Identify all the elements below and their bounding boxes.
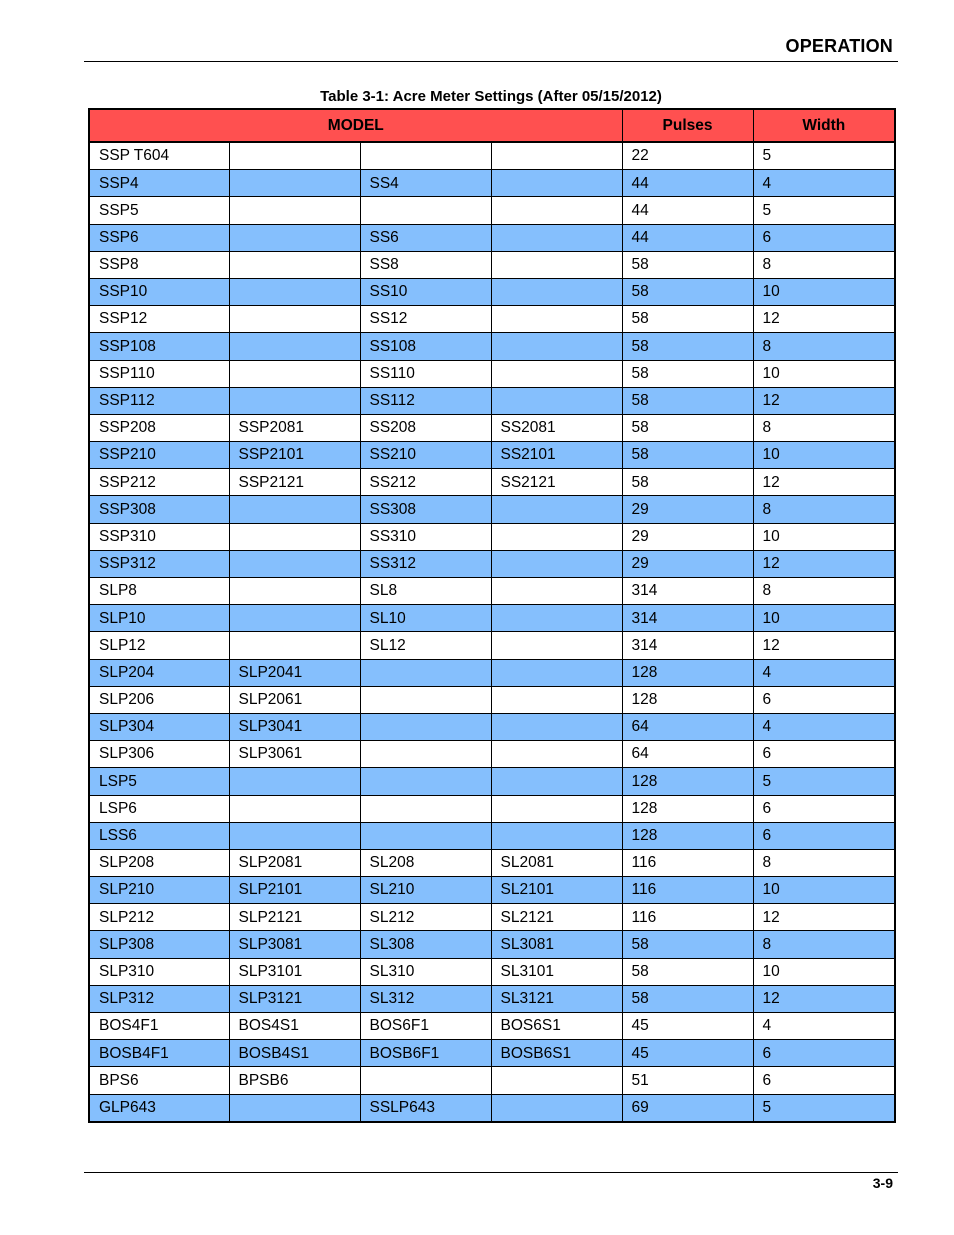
table-row: [89, 822, 895, 849]
cell-model-4: [491, 822, 622, 849]
table-row: [89, 578, 895, 605]
cell-model-1: SLP212: [89, 904, 229, 931]
table-body: [89, 142, 895, 1122]
cell-model-2: [229, 578, 360, 605]
cell-model-3: [360, 142, 491, 170]
cell-width: 4: [753, 170, 895, 197]
cell-width: 6: [753, 686, 895, 713]
cell-pulses: 58: [622, 985, 753, 1012]
cell-model-1: SSP8: [89, 251, 229, 278]
cell-model-3: SL308: [360, 931, 491, 958]
cell-model-2: SLP3081: [229, 931, 360, 958]
cell-model-3: SS312: [360, 550, 491, 577]
cell-pulses: 44: [622, 170, 753, 197]
cell-width: 6: [753, 822, 895, 849]
cell-model-2: [229, 333, 360, 360]
cell-pulses: 29: [622, 550, 753, 577]
cell-width: 6: [753, 795, 895, 822]
cell-model-1: SSP6: [89, 224, 229, 251]
cell-model-2: [229, 278, 360, 305]
cell-pulses: 58: [622, 306, 753, 333]
cell-model-4: SL2101: [491, 877, 622, 904]
page-number: 3-9: [872, 1175, 893, 1191]
table-row: [89, 958, 895, 985]
cell-model-4: SL2121: [491, 904, 622, 931]
cell-model-3: [360, 197, 491, 224]
cell-pulses: 58: [622, 931, 753, 958]
cell-model-3: SS12: [360, 306, 491, 333]
cell-model-3: [360, 795, 491, 822]
cell-model-3: SS10: [360, 278, 491, 305]
table-row: [89, 605, 895, 632]
cell-pulses: 45: [622, 1013, 753, 1040]
cell-model-2: [229, 197, 360, 224]
cell-model-3: [360, 741, 491, 768]
cell-model-4: [491, 686, 622, 713]
cell-model-3: SL8: [360, 578, 491, 605]
cell-model-1: SSP210: [89, 442, 229, 469]
cell-model-4: [491, 605, 622, 632]
cell-pulses: 116: [622, 849, 753, 876]
cell-model-2: SLP2101: [229, 877, 360, 904]
cell-width: 12: [753, 306, 895, 333]
cell-model-2: BPSB6: [229, 1067, 360, 1094]
cell-model-1: GLP643: [89, 1094, 229, 1122]
cell-width: 8: [753, 578, 895, 605]
cell-width: 10: [753, 523, 895, 550]
cell-width: 8: [753, 849, 895, 876]
cell-width: 8: [753, 333, 895, 360]
cell-model-4: [491, 550, 622, 577]
cell-model-3: [360, 713, 491, 740]
cell-model-3: BOS6F1: [360, 1013, 491, 1040]
cell-model-2: SSP2121: [229, 469, 360, 496]
cell-model-4: [491, 632, 622, 659]
table-row: [89, 442, 895, 469]
table-row: [89, 170, 895, 197]
cell-model-1: SSP110: [89, 360, 229, 387]
table-row: [89, 713, 895, 740]
cell-model-4: SL3121: [491, 985, 622, 1012]
cell-model-2: SLP3061: [229, 741, 360, 768]
cell-pulses: 69: [622, 1094, 753, 1122]
cell-model-3: SL10: [360, 605, 491, 632]
cell-model-2: [229, 1094, 360, 1122]
cell-model-4: [491, 360, 622, 387]
cell-width: 5: [753, 1094, 895, 1122]
table-row: [89, 550, 895, 577]
cell-width: 12: [753, 387, 895, 414]
acre-meter-settings-table: [88, 108, 896, 1123]
cell-width: 12: [753, 904, 895, 931]
table-row: [89, 414, 895, 441]
table-row: [89, 931, 895, 958]
cell-width: 8: [753, 251, 895, 278]
cell-model-1: SSP5: [89, 197, 229, 224]
table-caption: Table 3-1: Acre Meter Settings (After 05/15/2012): [320, 88, 662, 105]
cell-model-3: [360, 1067, 491, 1094]
cell-model-4: [491, 251, 622, 278]
cell-width: 10: [753, 360, 895, 387]
cell-model-2: [229, 550, 360, 577]
cell-model-2: SLP2121: [229, 904, 360, 931]
table-header-row: [89, 109, 895, 142]
cell-model-1: SSP108: [89, 333, 229, 360]
cell-model-4: [491, 795, 622, 822]
cell-model-2: [229, 224, 360, 251]
cell-model-3: SS8: [360, 251, 491, 278]
cell-model-1: SLP8: [89, 578, 229, 605]
cell-model-1: LSP5: [89, 768, 229, 795]
cell-model-3: SS4: [360, 170, 491, 197]
cell-model-1: SSP12: [89, 306, 229, 333]
cell-model-3: BOSB6F1: [360, 1040, 491, 1067]
cell-model-1: SSP308: [89, 496, 229, 523]
cell-width: 4: [753, 659, 895, 686]
cell-model-2: SLP3041: [229, 713, 360, 740]
cell-model-4: [491, 496, 622, 523]
cell-width: 8: [753, 414, 895, 441]
cell-model-1: SLP204: [89, 659, 229, 686]
cell-model-1: SLP310: [89, 958, 229, 985]
cell-pulses: 22: [622, 142, 753, 170]
cell-model-3: [360, 659, 491, 686]
table-row: [89, 1094, 895, 1122]
cell-model-1: BOS4F1: [89, 1013, 229, 1040]
table-row: [89, 496, 895, 523]
table-row: [89, 1040, 895, 1067]
cell-width: 4: [753, 713, 895, 740]
cell-pulses: 128: [622, 659, 753, 686]
cell-model-1: SLP208: [89, 849, 229, 876]
cell-pulses: 58: [622, 414, 753, 441]
cell-model-3: SSLP643: [360, 1094, 491, 1122]
cell-model-1: LSP6: [89, 795, 229, 822]
cell-pulses: 58: [622, 442, 753, 469]
cell-model-3: SL310: [360, 958, 491, 985]
cell-pulses: 128: [622, 795, 753, 822]
cell-model-1: SLP10: [89, 605, 229, 632]
cell-width: 10: [753, 278, 895, 305]
cell-pulses: 44: [622, 224, 753, 251]
cell-model-3: [360, 768, 491, 795]
cell-pulses: 44: [622, 197, 753, 224]
cell-pulses: 314: [622, 605, 753, 632]
cell-model-4: [491, 333, 622, 360]
cell-pulses: 45: [622, 1040, 753, 1067]
cell-model-3: SS212: [360, 469, 491, 496]
cell-model-3: SS108: [360, 333, 491, 360]
cell-model-3: SL210: [360, 877, 491, 904]
footer-rule: [84, 1172, 898, 1173]
cell-model-1: BPS6: [89, 1067, 229, 1094]
cell-model-2: [229, 387, 360, 414]
cell-model-3: SS110: [360, 360, 491, 387]
cell-model-2: SLP2041: [229, 659, 360, 686]
cell-model-2: SLP2061: [229, 686, 360, 713]
cell-pulses: 58: [622, 333, 753, 360]
cell-model-2: SSP2081: [229, 414, 360, 441]
cell-model-4: [491, 523, 622, 550]
cell-model-2: SLP3121: [229, 985, 360, 1012]
cell-model-1: SSP T604: [89, 142, 229, 170]
cell-model-4: [491, 578, 622, 605]
cell-model-1: SSP212: [89, 469, 229, 496]
cell-model-2: [229, 523, 360, 550]
table-row: [89, 1013, 895, 1040]
cell-pulses: 128: [622, 686, 753, 713]
cell-width: 12: [753, 469, 895, 496]
table-row: [89, 659, 895, 686]
cell-pulses: 58: [622, 278, 753, 305]
table-row: [89, 333, 895, 360]
cell-model-2: SLP2081: [229, 849, 360, 876]
table-row: [89, 360, 895, 387]
cell-model-4: [491, 306, 622, 333]
cell-model-4: [491, 1067, 622, 1094]
cell-width: 10: [753, 877, 895, 904]
cell-model-1: BOSB4F1: [89, 1040, 229, 1067]
cell-model-2: [229, 142, 360, 170]
table-row: [89, 985, 895, 1012]
cell-pulses: 64: [622, 741, 753, 768]
cell-model-3: SS6: [360, 224, 491, 251]
table-row: [89, 849, 895, 876]
table-row: [89, 469, 895, 496]
table-row: [89, 197, 895, 224]
cell-model-3: SL212: [360, 904, 491, 931]
cell-model-2: [229, 170, 360, 197]
table-row: [89, 877, 895, 904]
cell-width: 10: [753, 958, 895, 985]
cell-pulses: 58: [622, 360, 753, 387]
cell-pulses: 128: [622, 822, 753, 849]
cell-model-4: [491, 1094, 622, 1122]
cell-model-4: [491, 713, 622, 740]
cell-model-3: SS308: [360, 496, 491, 523]
cell-width: 4: [753, 1013, 895, 1040]
cell-model-4: BOS6S1: [491, 1013, 622, 1040]
cell-width: 12: [753, 632, 895, 659]
table-row: [89, 523, 895, 550]
cell-model-2: [229, 605, 360, 632]
cell-model-2: [229, 360, 360, 387]
cell-width: 8: [753, 496, 895, 523]
cell-pulses: 314: [622, 578, 753, 605]
pulses-header: Pulses: [622, 109, 753, 142]
cell-model-3: SS208: [360, 414, 491, 441]
cell-model-3: SL312: [360, 985, 491, 1012]
cell-model-3: [360, 822, 491, 849]
table-row: [89, 224, 895, 251]
cell-model-2: SSP2101: [229, 442, 360, 469]
cell-model-4: [491, 170, 622, 197]
cell-model-1: SSP312: [89, 550, 229, 577]
cell-model-1: SLP12: [89, 632, 229, 659]
cell-width: 6: [753, 224, 895, 251]
cell-pulses: 128: [622, 768, 753, 795]
table-row: [89, 251, 895, 278]
table-row: [89, 142, 895, 170]
table-row: [89, 741, 895, 768]
table-row: [89, 686, 895, 713]
table-row: [89, 306, 895, 333]
cell-pulses: 58: [622, 251, 753, 278]
cell-model-1: SLP304: [89, 713, 229, 740]
cell-model-2: [229, 822, 360, 849]
cell-model-1: SSP10: [89, 278, 229, 305]
cell-width: 8: [753, 931, 895, 958]
cell-model-4: [491, 387, 622, 414]
table-row: [89, 1067, 895, 1094]
cell-model-2: [229, 795, 360, 822]
cell-model-4: [491, 768, 622, 795]
cell-model-3: [360, 686, 491, 713]
cell-model-1: SSP208: [89, 414, 229, 441]
cell-model-2: SLP3101: [229, 958, 360, 985]
cell-model-3: SS112: [360, 387, 491, 414]
cell-width: 10: [753, 442, 895, 469]
cell-pulses: 116: [622, 904, 753, 931]
cell-model-4: SS2101: [491, 442, 622, 469]
cell-model-4: [491, 197, 622, 224]
cell-width: 6: [753, 1067, 895, 1094]
table-row: [89, 278, 895, 305]
cell-pulses: 116: [622, 877, 753, 904]
cell-model-1: SSP112: [89, 387, 229, 414]
cell-model-2: [229, 251, 360, 278]
cell-pulses: 58: [622, 387, 753, 414]
cell-width: 5: [753, 197, 895, 224]
cell-model-1: SLP308: [89, 931, 229, 958]
width-header: Width: [753, 109, 895, 142]
cell-model-1: SSP4: [89, 170, 229, 197]
table-row: [89, 632, 895, 659]
cell-pulses: 64: [622, 713, 753, 740]
cell-model-2: [229, 632, 360, 659]
cell-model-3: SL12: [360, 632, 491, 659]
cell-model-4: SS2121: [491, 469, 622, 496]
cell-pulses: 29: [622, 523, 753, 550]
cell-model-2: BOSB4S1: [229, 1040, 360, 1067]
cell-model-3: SS310: [360, 523, 491, 550]
cell-model-4: [491, 224, 622, 251]
cell-model-2: [229, 496, 360, 523]
cell-model-1: SLP206: [89, 686, 229, 713]
cell-model-1: LSS6: [89, 822, 229, 849]
cell-width: 5: [753, 768, 895, 795]
cell-pulses: 314: [622, 632, 753, 659]
cell-model-1: SLP210: [89, 877, 229, 904]
section-title: OPERATION: [785, 36, 893, 56]
cell-model-2: BOS4S1: [229, 1013, 360, 1040]
cell-width: 6: [753, 741, 895, 768]
cell-model-4: BOSB6S1: [491, 1040, 622, 1067]
table-row: [89, 768, 895, 795]
cell-model-4: [491, 741, 622, 768]
cell-pulses: 58: [622, 469, 753, 496]
cell-model-2: [229, 306, 360, 333]
cell-model-4: SL3081: [491, 931, 622, 958]
header-rule: [84, 61, 898, 62]
cell-pulses: 58: [622, 958, 753, 985]
cell-model-1: SLP306: [89, 741, 229, 768]
cell-model-4: [491, 659, 622, 686]
table-row: [89, 904, 895, 931]
cell-pulses: 51: [622, 1067, 753, 1094]
table-row: [89, 387, 895, 414]
cell-model-1: SSP310: [89, 523, 229, 550]
model-header: MODEL: [89, 109, 622, 142]
cell-width: 6: [753, 1040, 895, 1067]
cell-pulses: 29: [622, 496, 753, 523]
cell-width: 5: [753, 142, 895, 170]
cell-model-1: SLP312: [89, 985, 229, 1012]
cell-model-4: SL3101: [491, 958, 622, 985]
cell-model-2: [229, 768, 360, 795]
cell-width: 12: [753, 985, 895, 1012]
cell-model-4: [491, 142, 622, 170]
cell-width: 10: [753, 605, 895, 632]
table-row: [89, 795, 895, 822]
cell-model-3: SS210: [360, 442, 491, 469]
cell-model-3: SL208: [360, 849, 491, 876]
cell-model-4: SS2081: [491, 414, 622, 441]
cell-model-4: SL2081: [491, 849, 622, 876]
cell-model-4: [491, 278, 622, 305]
cell-width: 12: [753, 550, 895, 577]
